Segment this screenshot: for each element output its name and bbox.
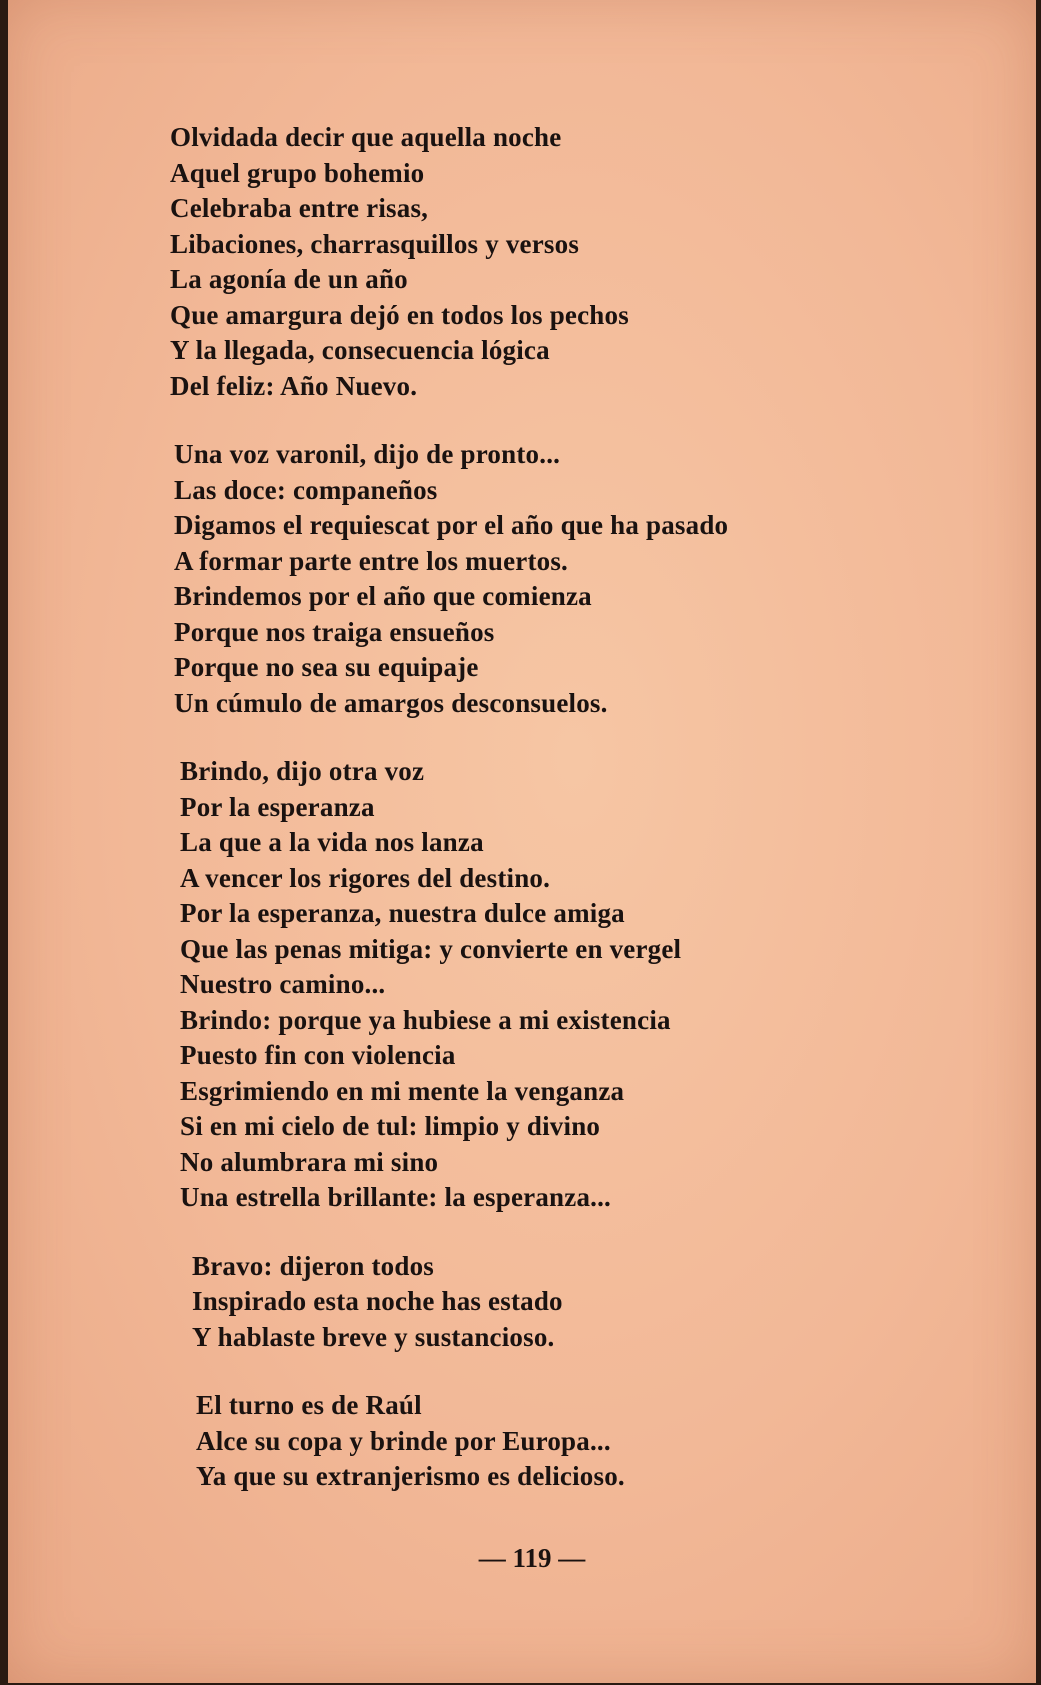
stanza-2: [170, 437, 970, 721]
poem-line: Inspirado esta noche has estado: [192, 1286, 563, 1316]
poem-line: La agonía de un año: [170, 264, 408, 294]
poem-line: Puesto fin con violencia: [180, 1040, 456, 1070]
poem-line: Por la esperanza: [180, 791, 375, 822]
stanza-1: [170, 120, 970, 404]
poem-line: Ya que su extranjerismo es delicioso.: [196, 1461, 625, 1491]
poem-body: [170, 120, 970, 1528]
poem-line: Que las penas mitiga: y convierte en vergel: [180, 933, 682, 964]
poem-line: Nuestro camino...: [180, 969, 386, 999]
poem-line: Bravo: dijeron todos: [192, 1250, 435, 1281]
poem-line: Esgrimiendo en mi mente la venganza: [180, 1075, 625, 1106]
poem-line: Alce su copa y brinde por Europa...: [196, 1425, 611, 1456]
poem-line: Y la llegada, consecuencia lógica: [170, 335, 550, 365]
page-number: — 119 —: [478, 1543, 586, 1573]
poem-line: Las doce: companeños: [174, 474, 438, 505]
poem-line: Aquel grupo bohemio: [170, 157, 425, 188]
poem-line: Del feliz: Año Nuevo.: [170, 370, 418, 401]
poem-line: El turno es de Raúl: [196, 1390, 422, 1420]
poem-line: No alumbrara mi sino: [180, 1146, 439, 1177]
book-page: [8, 0, 1036, 1683]
poem-line: Brindo, dijo otra voz: [180, 756, 425, 786]
poem-line: Una voz varonil, dijo de pronto...: [174, 439, 561, 469]
poem-line: La que a la vida nos lanza: [180, 827, 484, 857]
poem-line: Por la esperanza, nuestra dulce amiga: [180, 898, 625, 928]
poem-line: Brindo: porque ya hubiese a mi existencia: [180, 1004, 671, 1035]
poem-line: Una estrella brillante: la esperanza...: [180, 1182, 611, 1212]
poem-line: Un cúmulo de amargos desconsuelos.: [174, 687, 608, 718]
poem-line: A vencer los rigores del destino.: [180, 862, 551, 893]
poem-line: Porque nos traiga ensueños: [174, 616, 495, 647]
poem-line: Si en mi cielo de tul: limpio y divino: [180, 1111, 601, 1141]
stanza-5: [170, 1388, 970, 1495]
poem-line: Libaciones, charrasquillos y versos: [170, 228, 580, 259]
poem-line: Brindemos por el año que comienza: [174, 581, 592, 611]
poem-line: Porque no sea su equipaje: [174, 652, 479, 682]
stanza-3: [170, 754, 970, 1216]
poem-line: A formar parte entre los muertos.: [174, 545, 568, 576]
poem-line: Que amargura dejó en todos los pechos: [170, 299, 629, 330]
stanza-4: [170, 1249, 970, 1356]
poem-line: Digamos el requiescat por el año que ha pasado: [174, 510, 729, 540]
poem-line: Celebraba entre risas,: [170, 193, 429, 223]
poem-line: Olvidada decir que aquella noche: [170, 122, 562, 152]
poem-line: Y hablaste breve y sustancioso.: [192, 1321, 555, 1352]
